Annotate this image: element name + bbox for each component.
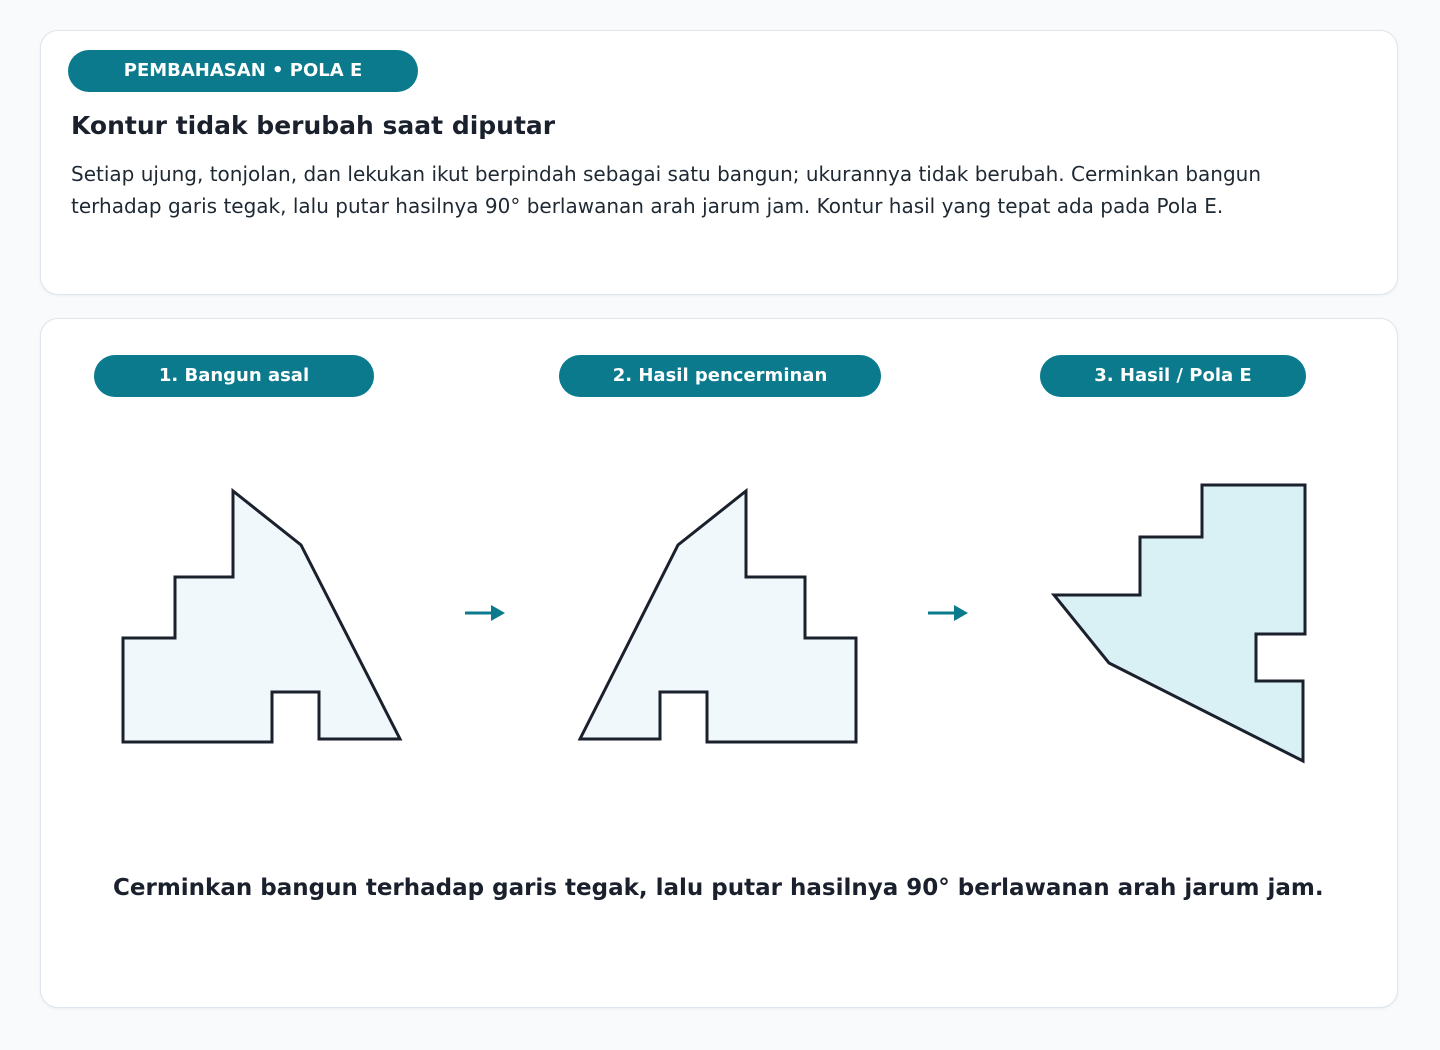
explanation-title: Kontur tidak berubah saat diputar xyxy=(71,111,556,140)
step-label-result: 3. Hasil / Pola E xyxy=(1040,355,1306,397)
pattern-badge: PEMBAHASAN • POLA E xyxy=(68,50,418,92)
explanation-card xyxy=(40,30,1398,295)
arrow-right-icon xyxy=(465,605,505,621)
transformation-diagram xyxy=(41,319,1397,879)
step-label-original: 1. Bangun asal xyxy=(94,355,374,397)
transformation-card xyxy=(40,318,1398,1008)
instruction-caption: Cerminkan bangun terhadap garis tegak, lalu putar hasilnya 90° berlawanan arah jarum jam. xyxy=(113,875,1324,901)
reflected-shape xyxy=(580,491,856,742)
arrow-right-icon xyxy=(928,605,968,621)
step-label-reflection: 2. Hasil pencerminan xyxy=(559,355,881,397)
explanation-text: Setiap ujung, tonjolan, dan lekukan ikut berpindah sebagai satu bangun; ukurannya tidak berubah. Cerminkan bangun terhadap garis tegak, lalu putar hasilnya 90° berlawanan arah jarum jam. Kontur hasil yang tepat ada pada Pola E. xyxy=(71,162,1262,218)
original-shape xyxy=(123,491,400,742)
result-shape xyxy=(1054,485,1305,761)
